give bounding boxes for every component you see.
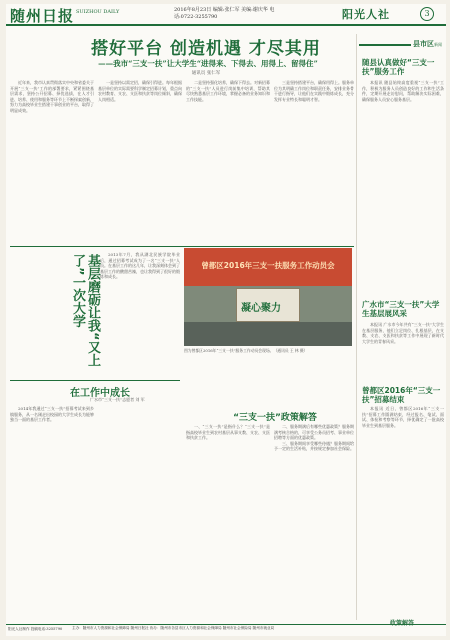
paragraph: 一是坚持以需定招，确保引得进。每年根据基层单位的实际需要科学制定招募计划，重点向农村教育、支农、支医和扶贫等岗位倾斜，确保人岗相适。 xyxy=(98,80,182,102)
policy-qa-col-1 xyxy=(186,424,270,620)
paragraph: 本报讯 随县始终高度重视“三支一扶”工作，积极为服务人员创造良好的工作和生活条件，定期开展走访慰问，帮助解决实际困难，确保服务人员安心服务基层。 xyxy=(362,80,444,102)
main-headline: 搭好平台 创造机遇 才尽其用 xyxy=(91,39,321,59)
main-article-col-4 xyxy=(274,80,354,246)
page-footer xyxy=(6,624,446,636)
main-article-col-1 xyxy=(10,80,94,246)
paragraph: 三、服务期间享受哪些待遇？服务期间给予一定的生活补贴，并按规定参加社会保险。 xyxy=(274,440,354,452)
feature-vertical-title: 基层磨砺让我“又上了”一次大学 xyxy=(70,254,100,367)
paragraph: 本报讯 近日，曾都区2016年“三支一扶”招募工作圆满结束，经过报名、笔试、面试、体检和考察等环节，择优确定了一批高校毕业生到基层服务。 xyxy=(362,406,444,428)
feature-body xyxy=(100,252,180,380)
paragraph: 近年来，我市认真贯彻落实中央和省委关于开展“三支一扶”工作的部署要求，紧紧围绕基层需求，坚持公开招募、择优选拔，在人才引进、培养、使用和服务等环节上不断探索创新，努力为高校毕业生搭建干事创业的平台，取得了明显成效。 xyxy=(10,80,94,113)
paragraph: 一、“三支一扶”是指什么？“三支一扶”是指高校毕业生到农村基层从事支教、支农、支医和扶贫工作。 xyxy=(186,424,270,441)
policy-qa-col-2 xyxy=(274,424,354,620)
footer-editor: 阳光人社制作 投稿电话:3255790 xyxy=(8,627,63,631)
main-article-col-2 xyxy=(98,80,182,246)
sidebar-item3-body xyxy=(362,406,444,612)
sidebar-item2-title: 广水市“三支一扶”大学生基层展风采 xyxy=(362,300,440,318)
county-news-banner xyxy=(359,38,447,52)
newspaper-logo-sub: SUIZHOU DAILY xyxy=(76,9,120,15)
news-photo xyxy=(184,248,352,346)
photo-audience xyxy=(184,322,352,346)
date-line: 2016年8月23日 编辑:张仁军 美编:谢庆华 电话:0722-3255790 xyxy=(174,7,275,20)
page-number: 3 xyxy=(420,7,434,21)
banner-tag-text: 县市区 xyxy=(413,40,434,48)
column-divider xyxy=(356,34,357,620)
section-divider xyxy=(10,246,354,247)
banner-bar xyxy=(359,44,411,46)
growth-article-col-2 xyxy=(98,406,182,620)
newspaper-logo: 随州日报 xyxy=(10,7,75,25)
section-name: 阳光人社 xyxy=(342,8,390,21)
paragraph: 三是坚持搭建平台，确保用得上。服务单位为其明确工作岗位和职责任务，安排业务骨干进行指导，让他们在实践中锻炼成长，充分发挥专业特长和聪明才智。 xyxy=(274,80,354,102)
photo-caption: 图为曾都区2016年“三支一扶”服务工作动员会现场。（通讯员 王 林 摄） xyxy=(184,348,308,353)
section-divider xyxy=(10,380,180,381)
sidebar-item1-body xyxy=(362,80,444,270)
main-byline: 通讯员 张仁军 xyxy=(191,71,221,76)
main-article-col-3 xyxy=(186,80,270,246)
photo-backdrop-text: 曾都区2016年三支一扶服务工作动员会 xyxy=(201,261,335,270)
photo-screen xyxy=(236,288,300,322)
paragraph: 2013年7月，我从湖北民族学院毕业后，通过招募考试成为了一名“三支一扶”人员。在基层工作的这几年，让我深刻体会到了基层工作的酸甜苦辣，也让我得到了很好的锻炼和成长。 xyxy=(100,252,180,280)
photo-screen-text: 凝心聚力 xyxy=(241,303,281,314)
paragraph: 二是坚持强化培养，确保下得去。对新招募的“三支一扶”人员进行岗前集中培训，帮助其尽快熟悉基层工作环境，掌握必备的业务知识和工作技能。 xyxy=(186,80,270,102)
newspaper-page xyxy=(6,4,446,636)
footer-note: 主办：随州市人力资源和社会保障局 随州日报社 协办：随州市各县市区人力资源和社会保障局 随州市社会保险局 随州市就业局 xyxy=(72,626,275,630)
paragraph: 二、服务期满后有哪些优惠政策？服务期满考核合格的，可享受公务员招考、事业单位招聘等方面的优惠政策。 xyxy=(274,424,354,441)
sidebar-item2-body xyxy=(362,322,444,384)
policy-banner: 政策解答 xyxy=(390,620,415,627)
main-subhead: ——我市“三支一扶”让大学生“进得来、下得去、用得上、留得住” xyxy=(98,59,318,68)
sidebar-item3-title: 曾都区2016年“三支一扶”招募结束 xyxy=(362,386,441,404)
growth-article-col-1 xyxy=(10,406,94,620)
growth-article-byline: 广水市“三支一扶”志愿者 刘 军 xyxy=(90,397,145,402)
masthead xyxy=(6,4,446,26)
banner-tag xyxy=(413,39,442,49)
policy-qa-title: “三支一扶”政策解答 xyxy=(233,413,317,423)
paragraph: 2014年我通过“三支一扶”招募考试来到乡镇服务，从一名刚走出校园的大学生成长为能够独当一面的基层工作者。 xyxy=(10,406,94,423)
growth-article-title: 在工作中成长 xyxy=(70,388,130,399)
sidebar-item1-title: 随县认真做好“三支一扶”服务工作 xyxy=(362,58,435,76)
banner-tag-sub: 新闻 xyxy=(434,42,442,47)
paragraph: 本报讯 广水市今年共有“三支一扶”大学生在基层服务，他们立足岗位、扎根基层，在支教、支农、支医和扶贫等工作中展现了新时代大学生的青春风采。 xyxy=(362,322,444,344)
